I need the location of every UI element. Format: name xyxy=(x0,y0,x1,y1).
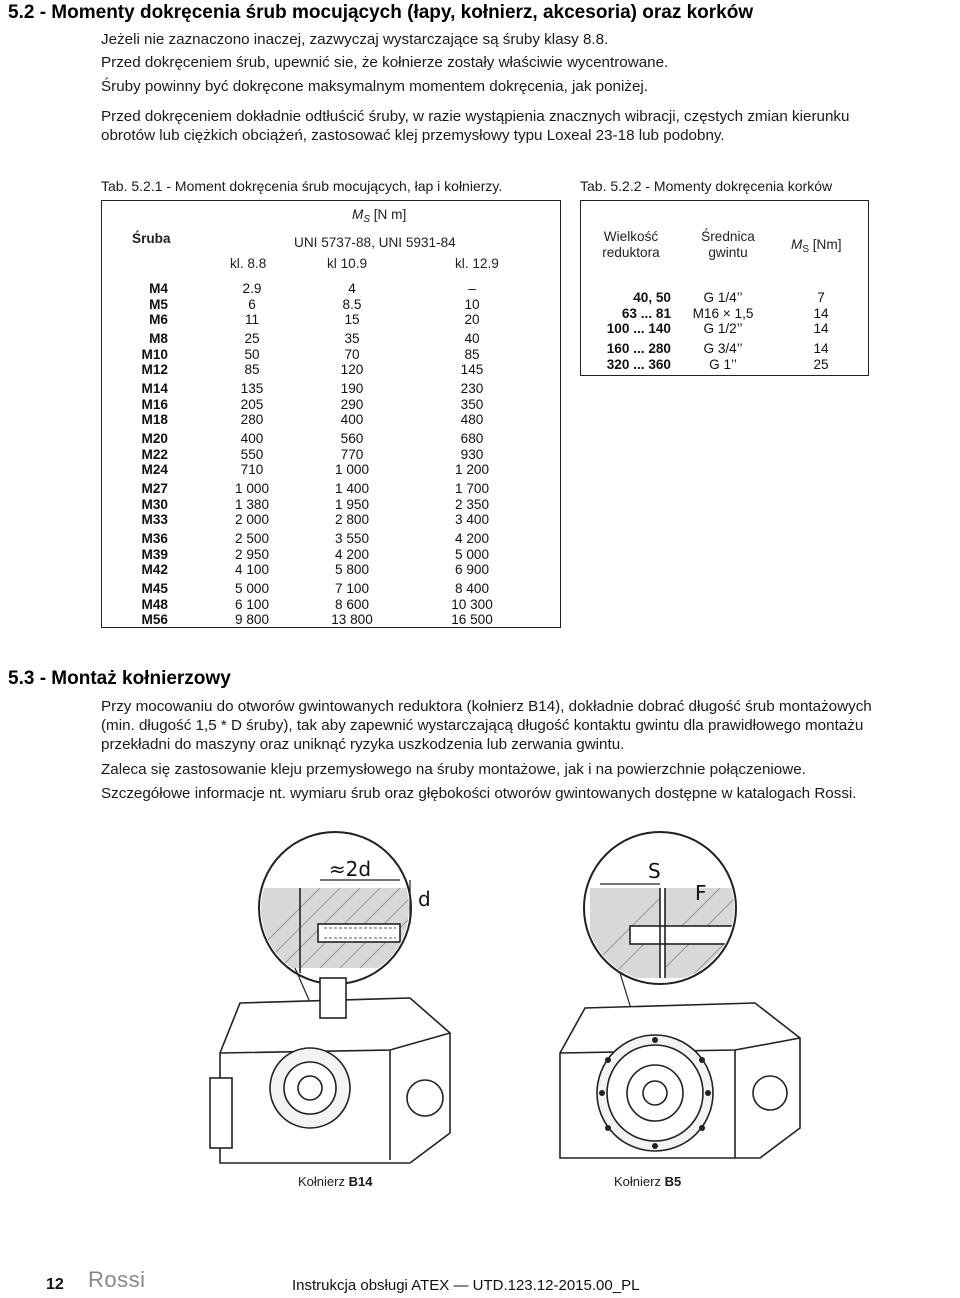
paragraph-adhesive: Zaleca się zastosowanie kleju przemysłowego na śruby montażowe, jak i na powierzchnie połączeniowe. xyxy=(101,761,806,778)
class-10-9-header: kl 10.9 xyxy=(327,256,368,271)
screw-sizes: M14 M16 M18 xyxy=(141,381,168,428)
paragraph-centering: Przed dokręceniem śrub, upewnić sie, że kołnierze zostały właściwie wycentrowane. xyxy=(101,54,669,71)
torque-kl-10-9: 4 8.5 15 xyxy=(342,281,362,328)
torque-kl-8-8: 5 000 6 100 9 800 xyxy=(234,581,270,628)
figure-b14-caption: Kołnierz B14 xyxy=(298,1174,373,1189)
torque-kl-12-9: 680 930 1 200 xyxy=(454,431,490,478)
column-header-size: Wielkość reduktora xyxy=(602,229,660,260)
torque-kl-12-9: 230 350 480 xyxy=(460,381,484,428)
torque-kl-8-8: 1 000 1 380 2 000 xyxy=(234,481,270,528)
torque-kl-12-9: 4 200 5 000 6 900 xyxy=(454,531,490,578)
screw-sizes: M27 M30 M33 xyxy=(141,481,168,528)
torque-kl-12-9: 1 700 2 350 3 400 xyxy=(454,481,490,528)
flange-b14-drawing xyxy=(200,828,470,1168)
dim-flange-thickness: S xyxy=(648,859,661,883)
reducer-sizes: 160 ... 280 320 ... 360 xyxy=(606,341,671,372)
screw-sizes: M4 M5 M6 xyxy=(149,281,168,328)
torque-kl-10-9: 1 400 1 950 2 800 xyxy=(334,481,370,528)
torque-kl-8-8: 2.9 6 11 xyxy=(242,281,262,328)
column-header-screw: Śruba xyxy=(132,231,171,246)
torque-kl-10-9: 190 290 400 xyxy=(340,381,364,428)
paragraph-bolt-class: Jeżeli nie zaznaczono inaczej, zazwyczaj wystarczające są śruby klasy 8.8. xyxy=(101,31,609,48)
table-5-2-2 xyxy=(580,200,869,376)
column-header-ms: $M_S$ [N m] xyxy=(352,207,407,225)
paragraph-max-torque: Śruby powinny być dokręcone maksymalnym momentem dokręcenia, jak poniżej. xyxy=(101,78,648,95)
class-12-9-header: kl. 12.9 xyxy=(455,256,499,271)
reducer-sizes: 40, 50 63 ... 81 100 ... 140 xyxy=(606,290,671,337)
thread-diameters: G 1/4’’ M16 × 1,5 G 1/2’’ xyxy=(692,290,754,337)
class-8-8-header: kl. 8.8 xyxy=(230,256,267,271)
screw-sizes: M45 M48 M56 xyxy=(141,581,168,628)
standard-label: UNI 5737-88, UNI 5931-84 xyxy=(294,235,456,250)
dim-thread-depth: ≈2d xyxy=(328,857,372,881)
thread-diameters: G 3/4’’ G 1’’ xyxy=(703,341,743,372)
screw-sizes: M36 M39 M42 xyxy=(141,531,168,578)
table-5-2-2-caption: Tab. 5.2.2 - Momenty dokręcenia korków xyxy=(580,178,833,194)
torque-kl-8-8: 135 205 280 xyxy=(240,381,264,428)
document-reference: Instrukcja obsługi ATEX — UTD.123.12-2015.00_PL xyxy=(292,1277,640,1294)
torque-kl-12-9: 40 85 145 xyxy=(460,331,484,378)
torque-kl-12-9: 8 400 10 300 16 500 xyxy=(451,581,493,628)
table-5-2-1-caption: Tab. 5.2.1 - Moment dokręcenia śrub mocujących, łap i kołnierzy. xyxy=(101,178,503,194)
figure-b5-caption: Kołnierz B5 xyxy=(614,1174,682,1189)
column-header-thread: Średnica gwintu xyxy=(701,229,755,260)
paragraph-degrease: Przed dokręceniem dokładnie odtłuścić śruby, w razie wystąpienia znacznych wibracji, częstych zmian kierunku obrotów lub ciężkich obciążeń, zastosować klej przemysłowy typu Loxeal 23-18 lub podobny. xyxy=(101,108,850,144)
plug-torques: 14 25 xyxy=(813,341,829,372)
dim-hole-diameter: F xyxy=(695,881,707,905)
torque-kl-10-9: 3 550 4 200 5 800 xyxy=(334,531,370,578)
torque-kl-8-8: 25 50 85 xyxy=(244,331,260,378)
torque-kl-10-9: 35 70 120 xyxy=(340,331,364,378)
torque-kl-12-9: – 10 20 xyxy=(464,281,480,328)
screw-sizes: M20 M22 M24 xyxy=(141,431,168,478)
page-number: 12 xyxy=(46,1276,64,1293)
flange-b5-drawing xyxy=(530,828,830,1168)
dim-diameter: d xyxy=(418,887,431,911)
paragraph-flange-screws: Przy mocowaniu do otworów gwintowanych reduktora (kołnierz B14), dokładnie dobrać długość śrub montażowych (min. długość 1,5 * D śruby), tak aby zapewnić wystarczającą długość kontaktu gwintu dla prawidłowego montażu przekładni do maszyny oraz uniknąć ryzyka uszkodzenia lub zerwania gwintu. xyxy=(101,698,872,753)
brand-logo-text: Rossi xyxy=(88,1267,146,1292)
torque-kl-10-9: 560 770 1 000 xyxy=(334,431,370,478)
torque-kl-10-9: 7 100 8 600 13 800 xyxy=(331,581,373,628)
paragraph-catalog-info: Szczegółowe informacje nt. wymiaru śrub oraz głębokości otworów gwintowanych dostępne w katalogach Rossi. xyxy=(101,785,857,802)
screw-sizes: M8 M10 M12 xyxy=(141,331,168,378)
plug-torques: 7 14 14 xyxy=(813,290,829,337)
torque-kl-8-8: 400 550 710 xyxy=(240,431,264,478)
column-header-ms: $M_S$ [Nm] xyxy=(791,237,842,255)
torque-kl-8-8: 2 500 2 950 4 100 xyxy=(234,531,270,578)
table-5-2-1 xyxy=(101,200,561,628)
section-5-2-title: 5.2 - Momenty dokręcenia śrub mocujących (łapy, kołnierz, akcesoria) oraz korków xyxy=(8,2,754,23)
section-5-3-title: 5.3 - Montaż kołnierzowy xyxy=(8,668,231,689)
